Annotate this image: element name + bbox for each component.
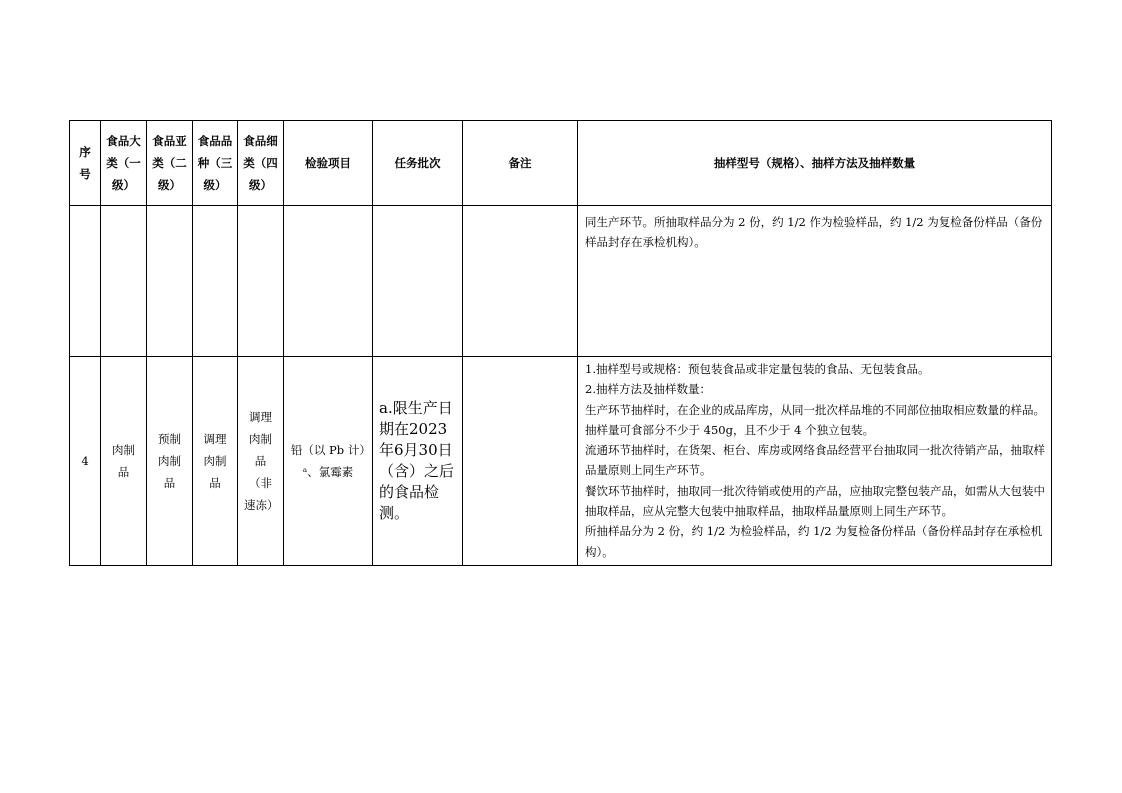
header-category-4: 食品细类（四级） bbox=[238, 121, 284, 206]
header-task-batch: 任务批次 bbox=[373, 121, 463, 206]
cell-category-4: 调理肉制品（非速冻） bbox=[238, 357, 284, 566]
cell-seq: 4 bbox=[70, 357, 101, 566]
header-category-2: 食品亚类（二级） bbox=[147, 121, 193, 206]
cell-empty bbox=[193, 206, 238, 357]
cell-empty bbox=[284, 206, 373, 357]
header-category-1: 食品大类（一级） bbox=[101, 121, 147, 206]
cell-empty bbox=[101, 206, 147, 357]
header-category-3: 食品品种（三级） bbox=[193, 121, 238, 206]
cell-test-items: 铅（以 Pb 计）ᵃ、氯霉素 bbox=[284, 357, 373, 566]
cell-category-1: 肉制品 bbox=[101, 357, 147, 566]
method-line: 餐饮环节抽样时，抽取同一批次待销或使用的产品，应抽取完整包装产品，如需从大包装中抽取样品，应从完整大包装中抽取样品，抽取样品量原则上同生产环节。 bbox=[585, 483, 1045, 519]
cell-empty bbox=[373, 206, 463, 357]
header-sampling-method: 抽样型号（规格）、抽样方法及抽样数量 bbox=[578, 121, 1052, 206]
table-row-continuation bbox=[70, 206, 1052, 357]
table-row-4 bbox=[70, 357, 1052, 566]
header-seq: 序号 bbox=[70, 121, 101, 206]
cell-empty bbox=[70, 206, 101, 357]
sampling-table bbox=[69, 120, 1052, 566]
cell-empty bbox=[238, 206, 284, 357]
cell-empty bbox=[147, 206, 193, 357]
cell-sampling-method-continued bbox=[578, 206, 1052, 357]
method-line: 1.抽样型号或规格：预包装食品或非定量包装的食品、无包装食品。 bbox=[585, 362, 930, 376]
method-line: 所抽样品分为 2 份，约 1/2 为检验样品，约 1/2 为复检备份样品（备份样品封存在承检机构）。 bbox=[585, 524, 1043, 559]
method-line: 2.抽样方法及抽样数量： bbox=[585, 382, 711, 397]
method-line: 生产环节抽样时，在企业的成品库房，从同一批次样品堆的不同部位抽取相应数量的样品。抽样量可食部分不少于 450g，且不少于 4 个独立包装。 bbox=[585, 402, 1045, 437]
header-test-items: 检验项目 bbox=[284, 121, 373, 206]
method-line: 同生产环节。所抽取样品分为 2 份，约 1/2 作为检验样品，约 1/2 为复检备份样品（备份样品封存在承检机构）。 bbox=[585, 215, 1043, 250]
cell-sampling-method bbox=[578, 357, 1052, 566]
method-line: 流通环节抽样时，在货架、柜台、库房或网络食品经营平台抽取同一批次待销产品，抽取样品量原则上同生产环节。 bbox=[585, 443, 1045, 478]
cell-note bbox=[463, 357, 578, 566]
header-row bbox=[70, 121, 1052, 206]
cell-empty bbox=[463, 206, 578, 357]
cell-task-batch: a.限生产日期在2023年6月30日（含）之后的食品检测。 bbox=[373, 357, 463, 566]
cell-category-3: 调理肉制品 bbox=[193, 357, 238, 566]
cell-category-2: 预制肉制品 bbox=[147, 357, 193, 566]
header-note: 备注 bbox=[463, 121, 578, 206]
